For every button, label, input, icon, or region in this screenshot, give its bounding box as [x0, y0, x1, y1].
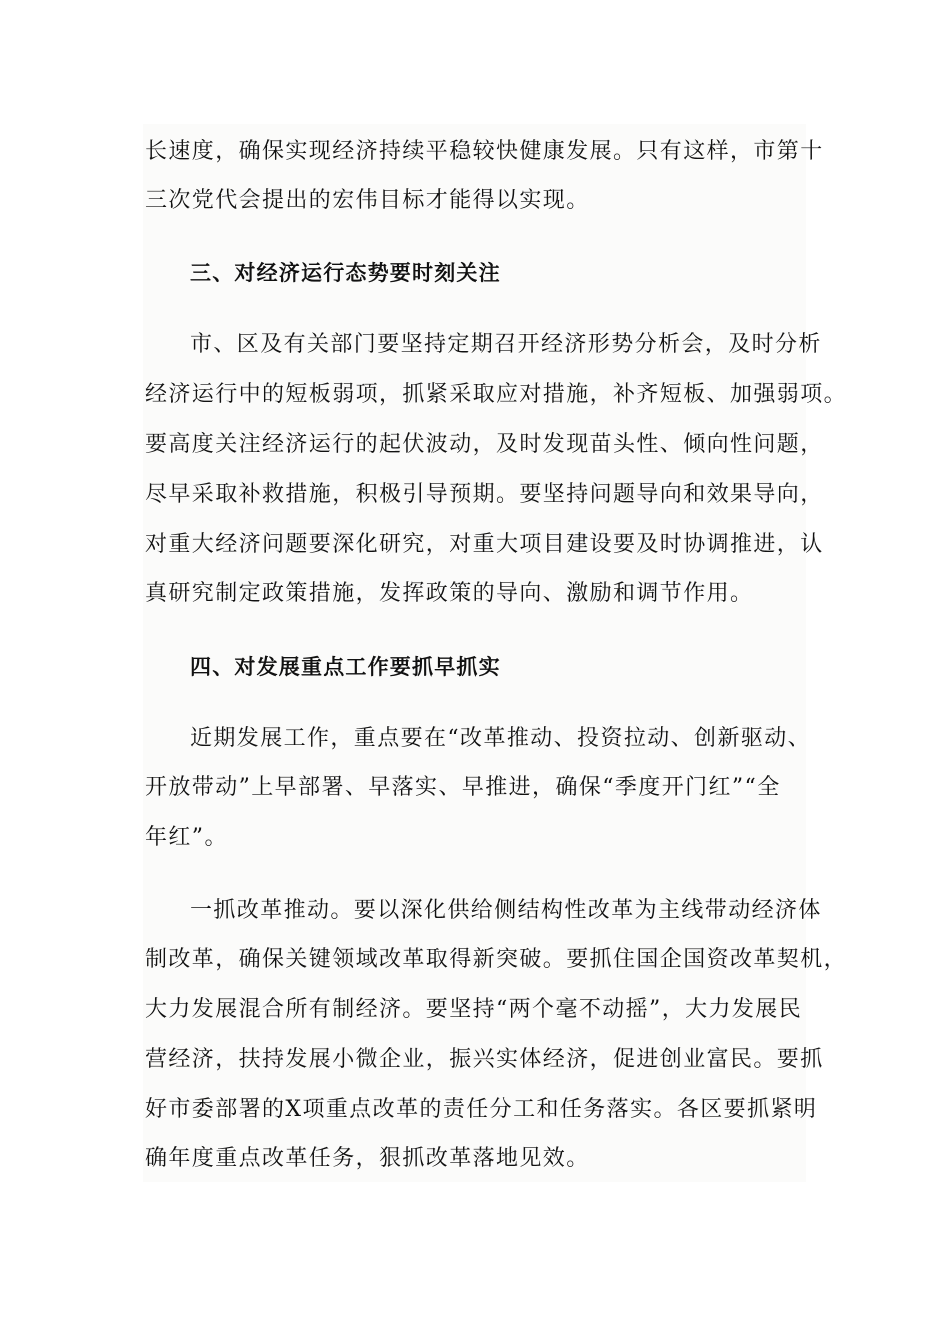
paragraph-line: 大力发展混合所有制经济。要坚持“两个毫不动摇”，大力发展民 — [145, 997, 803, 1022]
paragraph-line: 开放带动”上早部署、早落实、早推进，确保“季度开门红”“全 — [145, 775, 781, 800]
paragraph-line: 长速度，确保实现经济持续平稳较快健康发展。只有这样，市第十 — [145, 139, 824, 164]
paragraph-line: 经济运行中的短板弱项，抓紧采取应对措施，补齐短板、加强弱项。 — [145, 382, 848, 407]
section-heading-4: 四、对发展重点工作要抓早抓实 — [190, 655, 501, 679]
paragraph-line: 营经济，扶持发展小微企业，振兴实体经济，促进创业富民。要抓 — [145, 1047, 824, 1072]
paragraph-line: 市、区及有关部门要坚持定期召开经济形势分析会，及时分析 — [190, 332, 822, 357]
paragraph-line: 对重大经济问题要深化研究，对重大项目建设要及时协调推进，认 — [145, 532, 824, 557]
paragraph-line: 确年度重点改革任务，狠抓改革落地见效。 — [145, 1146, 590, 1171]
paragraph-line: 近期发展工作，重点要在“改革推动、投资拉动、创新驱动、 — [190, 726, 812, 751]
paragraph-line: 制改革，确保关键领域改革取得新突破。要抓住国企国资改革契机， — [145, 947, 848, 972]
paragraph-line: 要高度关注经济运行的起伏波动，及时发现苗头性、倾向性问题， — [145, 432, 824, 457]
paragraph-line: 年红”。 — [145, 825, 228, 850]
section-heading-3: 三、对经济运行态势要时刻关注 — [190, 261, 501, 285]
paragraph-line: 一抓改革推动。要以深化供给侧结构性改革为主线带动经济体 — [190, 898, 822, 923]
paragraph-line: 尽早采取补救措施，积极引导预期。要坚持问题导向和效果导向， — [145, 482, 824, 507]
paragraph-line: 三次党代会提出的宏伟目标才能得以实现。 — [145, 188, 590, 213]
paragraph-line: 真研究制定政策措施，发挥政策的导向、激励和调节作用。 — [145, 581, 754, 606]
paragraph-line: 好市委部署的X项重点改革的责任分工和任务落实。各区要抓紧明 — [145, 1097, 818, 1122]
